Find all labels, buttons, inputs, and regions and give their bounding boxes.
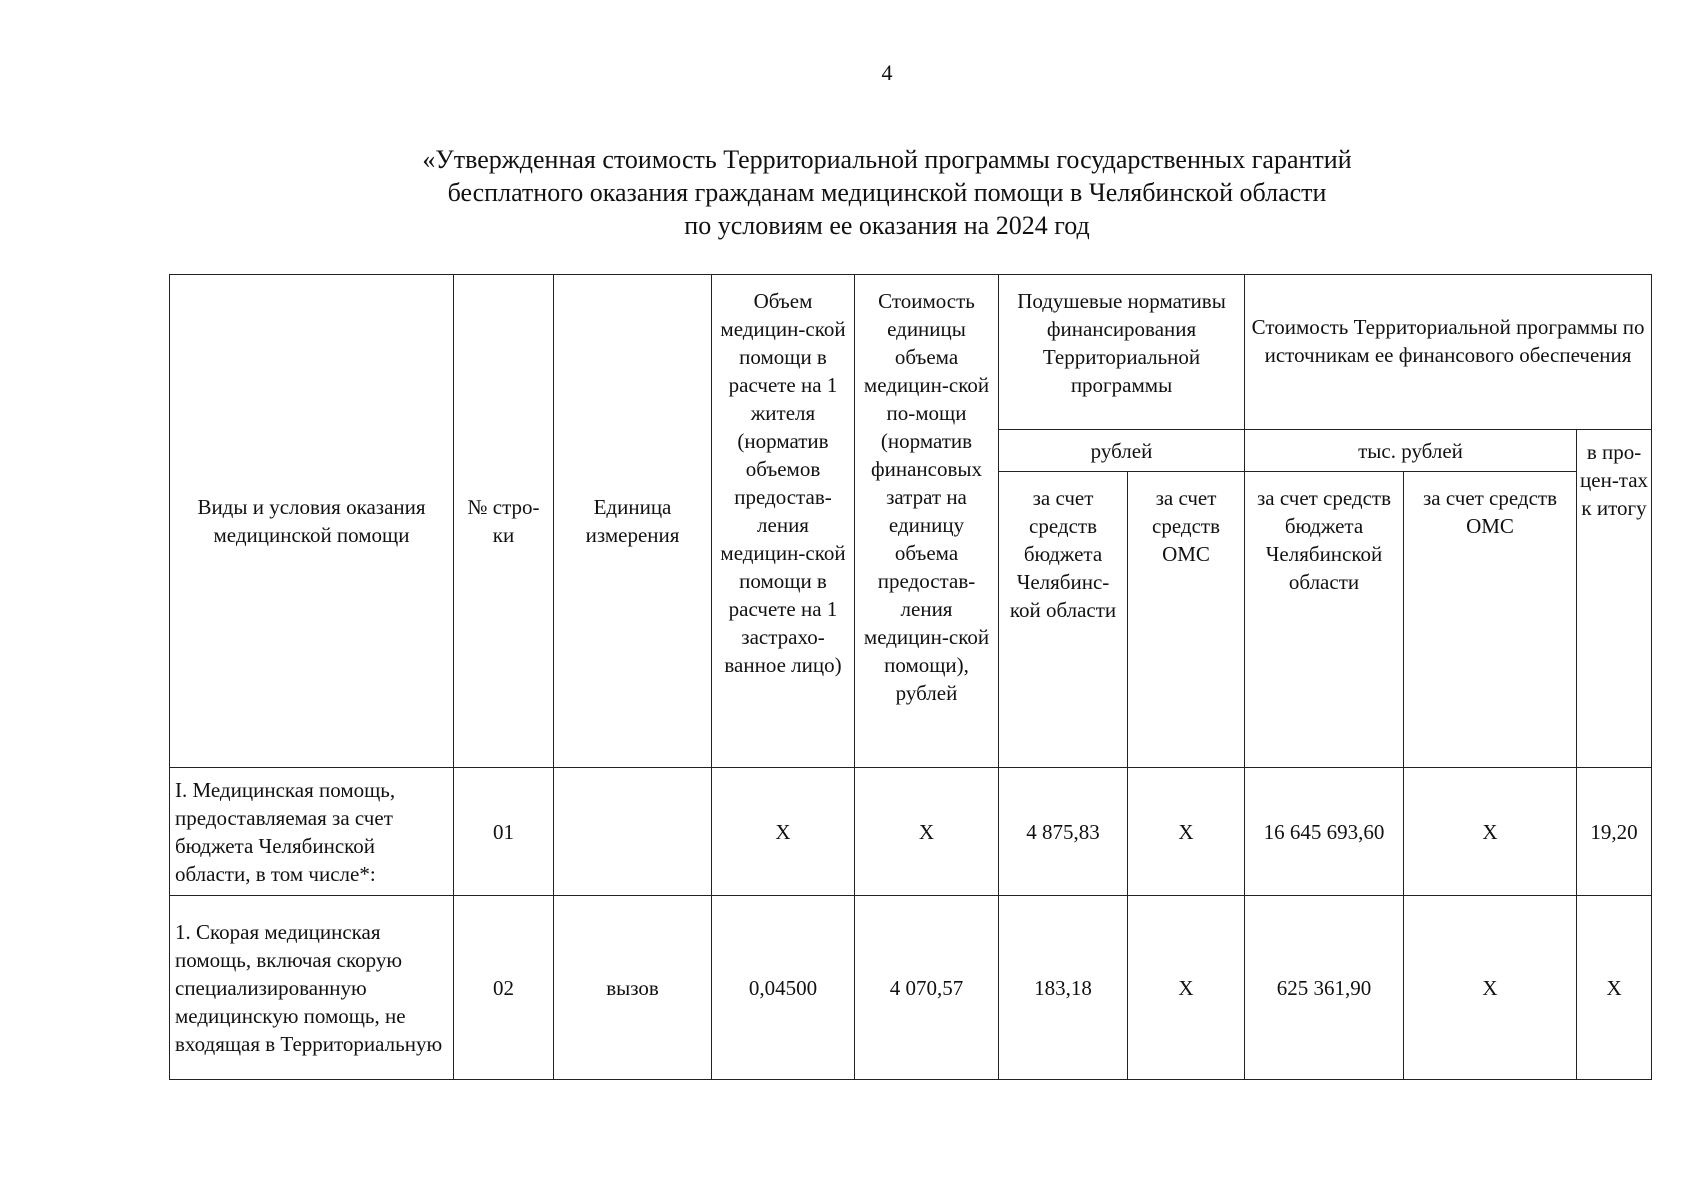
row-unit: вызов [554, 896, 712, 1080]
row-cost: 4 070,57 [855, 896, 999, 1080]
row-total-oms: X [1404, 896, 1577, 1080]
header-oms-total: за счет средств ОМС [1404, 472, 1577, 768]
row-pc-budget: 183,18 [999, 896, 1128, 1080]
header-row-number: № стро-ки [454, 275, 554, 768]
header-per-capita: Подушевые нормативы финансирования Территориальной программы [999, 275, 1245, 430]
header-thousand-rubles: тыс. рублей [1245, 430, 1577, 472]
row-pc-oms: X [1128, 896, 1245, 1080]
row-total-budget: 625 361,90 [1245, 896, 1404, 1080]
title-line-2: бесплатного оказания гражданам медицинской помощи в Челябинской области [447, 178, 1327, 207]
header-budget-per-capita: за счет средств бюджета Челябинс-кой области [999, 472, 1128, 768]
cost-table [169, 274, 1652, 1080]
title-line-1: «Утвержденная стоимость Территориальной программы государственных гарантий [422, 145, 1352, 174]
header-budget-total: за счет средств бюджета Челябинской области [1245, 472, 1404, 768]
title-line-3: по условиям ее оказания на 2024 год [684, 211, 1090, 240]
header-unit: Единица измерения [554, 275, 712, 768]
row-volume: X [712, 768, 855, 896]
row-pc-oms: X [1128, 768, 1245, 896]
row-volume: 0,04500 [712, 896, 855, 1080]
header-types: Виды и условия оказания медицинской помощи [170, 275, 454, 768]
row-name: 1. Скорая медицинская помощь, включая скорую специализированную медицинскую помощь, не входящая в Территориальную [170, 896, 454, 1080]
table-row [170, 768, 1652, 896]
row-name: I. Медицинская помощь, предоставляемая за счет бюджета Челябинской области, в том числе*: [170, 768, 454, 896]
row-pc-budget: 4 875,83 [999, 768, 1128, 896]
header-oms-per-capita: за счет средств ОМС [1128, 472, 1245, 768]
page-number: 4 [881, 60, 893, 85]
row-number: 01 [454, 768, 554, 896]
row-number: 02 [454, 896, 554, 1080]
row-unit [554, 768, 712, 896]
document-title [0, 143, 1698, 242]
row-total-oms: X [1404, 768, 1577, 896]
header-unit-cost: Стоимость единицы объема медицин-ской по-мощи (норматив финансовых затрат на единицу объема предостав-ления медицин-ской помощи), рублей [855, 275, 999, 768]
header-volume: Объем медицин-ской помощи в расчете на 1 жителя (норматив объемов предостав-ления медицин-ской помощи в расчете на 1 застрахо-ванное лицо) [712, 275, 855, 768]
row-percent: 19,20 [1577, 768, 1652, 896]
table-row [170, 896, 1652, 1080]
row-percent: X [1577, 896, 1652, 1080]
header-program-cost: Стоимость Территориальной программы по источникам ее финансового обеспечения [1245, 275, 1652, 430]
row-total-budget: 16 645 693,60 [1245, 768, 1404, 896]
row-cost: X [855, 768, 999, 896]
header-percent: в про-цен-тах к итогу [1577, 430, 1652, 768]
header-rubles: рублей [999, 430, 1245, 472]
